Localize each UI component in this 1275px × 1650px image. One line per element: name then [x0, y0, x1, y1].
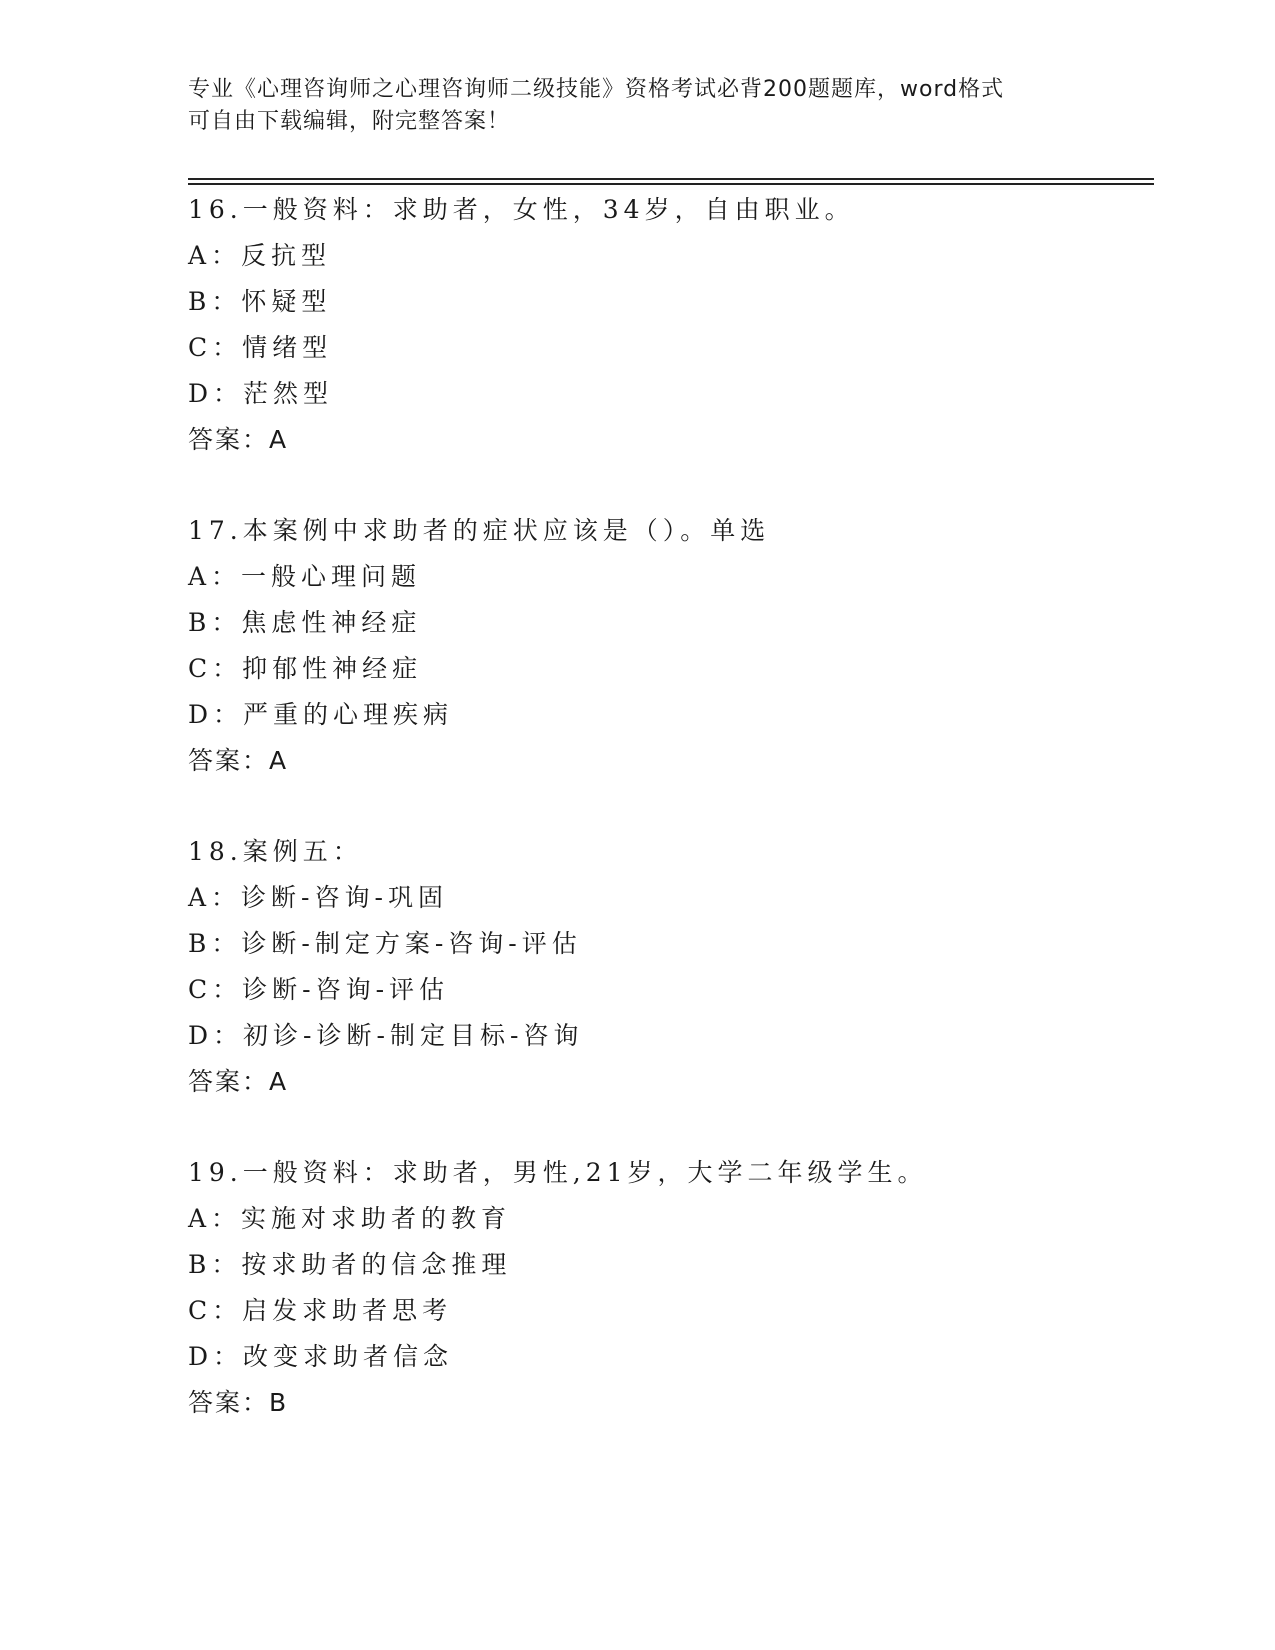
header-line-2: 可自由下载编辑，附完整答案！	[188, 109, 511, 134]
header-divider-bottom	[188, 183, 1154, 185]
question-block	[188, 508, 1148, 784]
question-block	[188, 187, 1148, 463]
option-c: C：抑郁性神经症	[188, 654, 423, 683]
option-d: D：严重的心理疾病	[188, 700, 454, 729]
document-header	[188, 74, 1068, 138]
answer-line: 答案：B	[188, 1388, 289, 1417]
option-b: B：诊断-制定方案-咨询-评估	[188, 929, 582, 958]
option-d: D：改变求助者信念	[188, 1342, 454, 1371]
option-b: B：按求助者的信念推理	[188, 1250, 512, 1279]
option-c: C：情绪型	[188, 333, 333, 362]
option-a: A：诊断-咨询-巩固	[188, 883, 448, 912]
option-b: B：焦虑性神经症	[188, 608, 422, 637]
question-title: 19.一般资料：求助者，男性,21岁，大学二年级学生。	[188, 1158, 928, 1187]
answer-line: 答案：A	[188, 1067, 289, 1096]
option-d: D：初诊-诊断-制定目标-咨询	[188, 1021, 584, 1050]
header-line-1: 专业《心理咨询师之心理咨询师二级技能》资格考试必背200题题库，word格式	[188, 77, 1005, 102]
question-title: 18.案例五：	[188, 837, 363, 866]
option-b: B：怀疑型	[188, 287, 332, 316]
question-block	[188, 1150, 1148, 1426]
question-block	[188, 829, 1148, 1105]
header-divider-top	[188, 178, 1154, 180]
answer-line: 答案：A	[188, 746, 289, 775]
option-d: D：茫然型	[188, 379, 334, 408]
option-c: C：诊断-咨询-评估	[188, 975, 450, 1004]
option-c: C：启发求助者思考	[188, 1296, 453, 1325]
question-title: 17.本案例中求助者的症状应该是（）。单选	[188, 516, 771, 545]
option-a: A：一般心理问题	[188, 562, 422, 591]
option-a: A：实施对求助者的教育	[188, 1204, 512, 1233]
question-title: 16.一般资料：求助者，女性，34岁，自由职业。	[188, 195, 855, 224]
option-a: A：反抗型	[188, 241, 332, 270]
answer-line: 答案：A	[188, 425, 289, 454]
